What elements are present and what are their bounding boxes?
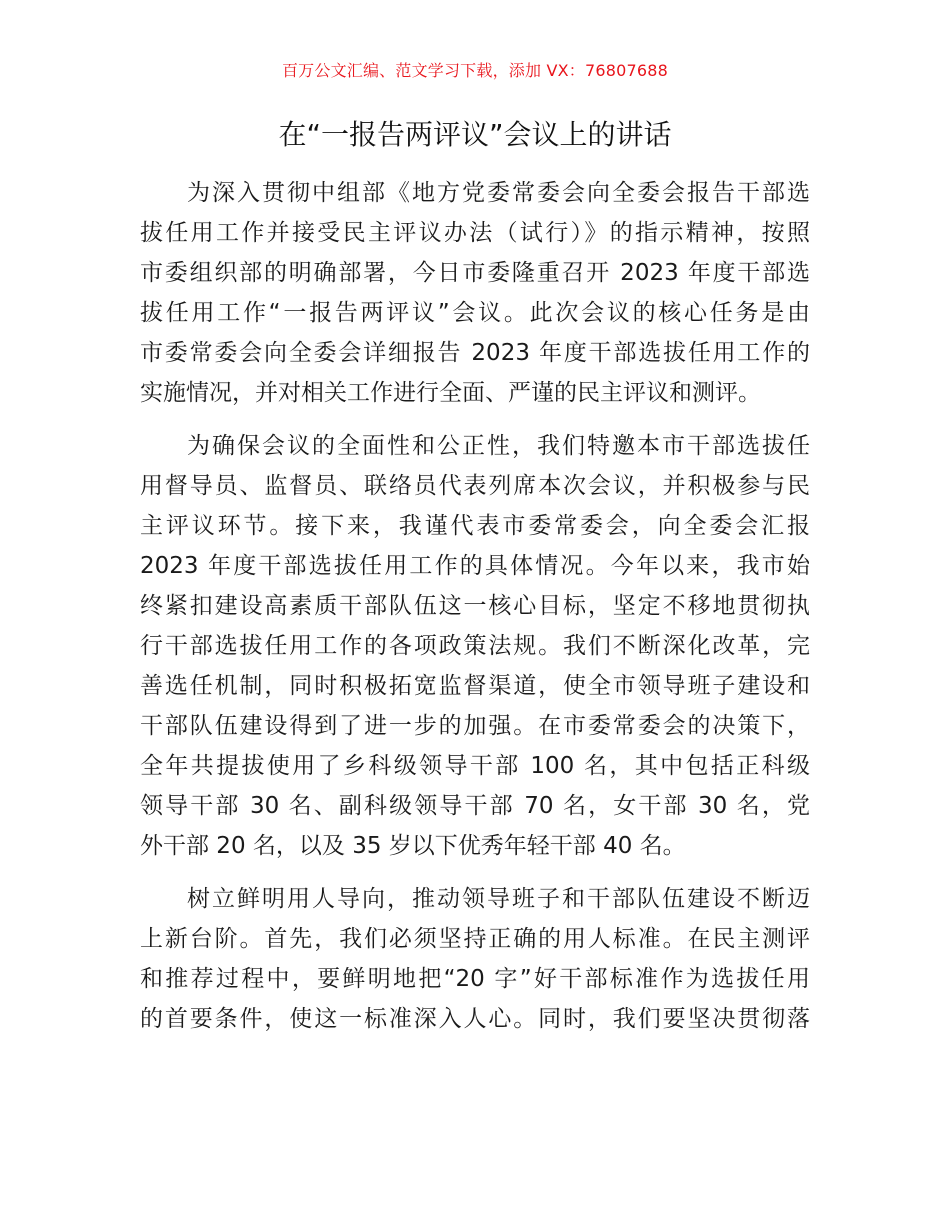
paragraph-line: 用督导员、监督员、联络员代表列席本次会议，并积极参与民 xyxy=(140,473,810,499)
paragraph xyxy=(140,173,810,413)
paragraph-line: 行干部选拔任用工作的各项政策法规。我们不断深化改革，完 xyxy=(140,633,810,659)
paragraph-line: 市委常委会向全委会详细报告 2023 年度干部选拔任用工作的 xyxy=(140,340,810,366)
paragraph-line: 主评议环节。接下来，我谨代表市委常委会，向全委会汇报 xyxy=(140,513,810,539)
paragraph-line: 的首要条件，使这一标准深入人心。同时，我们要坚决贯彻落 xyxy=(140,1006,810,1032)
paragraph-line: 为确保会议的全面性和公正性，我们特邀本市干部选拔任 xyxy=(187,433,810,459)
paragraph-line: 树立鲜明用人导向，推动领导班子和干部队伍建设不断迈 xyxy=(187,886,810,912)
document-title: 在“一报告两评议”会议上的讲话 xyxy=(278,118,672,151)
paragraph-line: 为深入贯彻中组部《地方党委常委会向全委会报告干部选 xyxy=(187,180,810,206)
paragraph-line: 终紧扣建设高素质干部队伍这一核心目标，坚定不移地贯彻执 xyxy=(140,593,810,619)
paragraph-line: 实施情况，并对相关工作进行全面、严谨的民主评议和测评。 xyxy=(140,380,761,406)
paragraph xyxy=(140,426,810,866)
paragraph-line: 拔任用工作“一报告两评议”会议。此次会议的核心任务是由 xyxy=(140,300,810,326)
paragraph-line: 善选任机制，同时积极拓宽监督渠道，使全市领导班子建设和 xyxy=(140,673,810,699)
paragraph-line: 外干部 20 名，以及 35 岁以下优秀年轻干部 40 名。 xyxy=(140,833,686,859)
paragraph-line: 2023 年度干部选拔任用工作的具体情况。今年以来，我市始 xyxy=(140,553,810,579)
paragraph-line: 上新台阶。首先，我们必须坚持正确的用人标准。在民主测评 xyxy=(140,926,810,952)
paragraph-line: 领导干部 30 名、副科级领导干部 70 名，女干部 30 名，党 xyxy=(140,793,810,819)
paragraph-line: 拔任用工作并接受民主评议办法（试行）》的指示精神，按照 xyxy=(140,220,810,246)
document-body xyxy=(140,173,810,1039)
header-banner: 百万公文汇编、范文学习下载，添加 VX：76807688 xyxy=(281,61,669,80)
paragraph-line: 全年共提拔使用了乡科级领导干部 100 名，其中包括正科级 xyxy=(140,753,810,779)
paragraph-line: 市委组织部的明确部署，今日市委隆重召开 2023 年度干部选 xyxy=(140,260,810,286)
paragraph-line: 和推荐过程中，要鲜明地把“20 字”好干部标准作为选拔任用 xyxy=(140,966,810,992)
paragraph xyxy=(140,879,810,1039)
paragraph-line: 干部队伍建设得到了进一步的加强。在市委常委会的决策下， xyxy=(140,713,810,739)
